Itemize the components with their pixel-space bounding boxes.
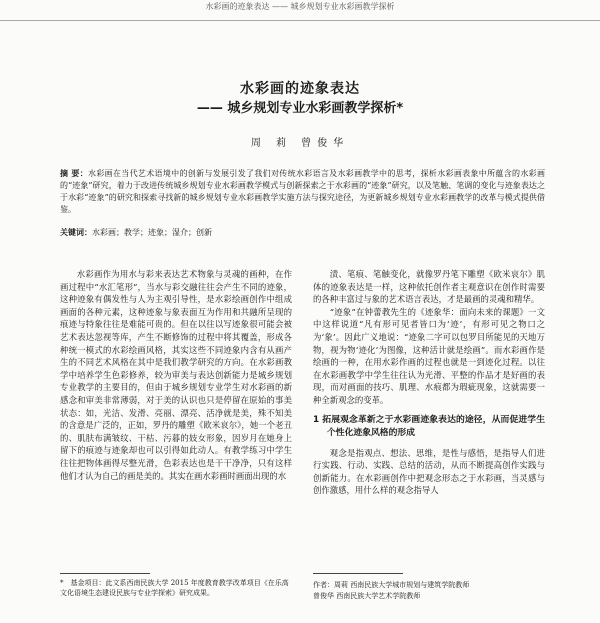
article-title: 水彩画的迹象表达 <box>240 81 360 97</box>
footnote-funding: * 基金项目：此文系西南民族大学 2015 年度教育教学改革项目《在乐高文化语境生态建设民族与专业学探索》研究成果。 <box>60 579 289 597</box>
left-column <box>60 268 292 482</box>
abstract-text: 水彩画在当代艺术语境中的创新与发展引发了我们对传统水彩语言及水彩画教学中的思考，探析水彩画表象中所蕴含的水彩画的“迹象”研究，着力于改进传统城乡规划专业水彩画教学模式与创新探索之于水彩画的“迹象”研究，以及笔触、笔调的变化与迹象表达之于水彩“迹象”的研究和探索寻找新的城乡规划专业水彩画教学实施方法与探究途径，为更新城乡规划专业水彩画教学的改革与模式提供借鉴。 <box>60 169 545 214</box>
abstract <box>60 168 545 216</box>
keywords-label: 关键词： <box>60 228 92 237</box>
footnote-rule <box>60 573 150 574</box>
keywords <box>60 227 545 239</box>
body-paragraph: 水彩画作为用水与彩来表达艺术物象与灵魂的画种，在作画过程中“水汇笔形”，当水与彩交融往往会产生不同的迹象，这种迹象有偶发性与人为主观引导性，是水彩绘画创作中组成画面的各种元素，这种迹象与象表面互为作用和共融所呈现的痕迹与特象往往是难能可贵的。但在以往以写迹象很可能会被艺术表达忽视等库，产生不断修饰的过程中将其覆盖，形成各种统一模式的水彩绘画风格，其实这些不同迹象内含有从画产生的不同艺术风格在其中是我们教学研究的方向。在水彩画教学中培养学生色彩修养，较为审美与表达创新能力是城乡规划专业教学的主要目的，但由于城乡规划专业学生对水彩画的新感念和审美非常薄弱，对于美的认识也只是停留在原始的事美状态：如，光洁、发滑、亮丽、漂亮、活净就是美，殊不知美的含意是广泛的，正如，罗丹的雕塑《欧米哀尔》，她一个老丑的、肌肤布满皱纹、干枯、污暮的妓女形象，因岁月在她身上留下的痕迹与迹象却也可以引得如此动人。有教学练习中学生往往把物体画得尽整光滑，色彩表达也是干干净净，只有这样他们才认为自己的画是美的。其实在画水彩画时画面出现的水 <box>60 269 292 481</box>
abstract-label: 摘 要： <box>60 169 89 178</box>
authors: 周 莉 曾俊华 <box>250 138 350 149</box>
article-subtitle: —— 城乡规划专业水彩画教学探析* <box>196 101 404 116</box>
body-paragraph: “迹象”在钟蕾教先生的《迹象华：面向未来的课题》一文中这样说道“凡有形可见者皆口为‘迹’，有形可见之物口之为‘象’。因此广义地说：“迹象二字可以包罗目所能见的天地万物，视为物‘迹化’为图像，这种活计就是绘画”。而水彩画作是绘画的一种，在用水彩作画的过程也就是一到迹化过程。以往在水彩画教学中学生往往认为光滑、平整的作品才是好画的表现，而对画面的技巧、肌理、水痕都为瑕疵现象，这就需要一种全新观念的变革。 <box>313 306 545 405</box>
footnote-rule <box>313 573 403 574</box>
section-heading: 1 拓展观念革新之于水彩画迹象表达的途径，从而促进学生个性化迹象风格的形成 <box>313 414 545 438</box>
body-paragraph: 渍、笔痕、笔触变化，就像罗丹笔下雕塑《欧米哀尔》肌体的迹象表达是一样，这种依托创作者主观意识在创作时需要的各种丰富过与象的艺术语言表达，才是最画的灵魂和精华。 <box>313 269 545 305</box>
right-column <box>313 268 545 497</box>
keywords-text: 水彩画；教学；迹象；湿介；创新 <box>92 228 212 237</box>
section-paragraph: 观念是指观点、想法、思维，是性与感悟，是指导人们进行实践、行动、实践、总结的活动，从而不断提高创作实践与创新能力。在水彩画创作中把观念形态之于水彩画，当灵感与创作激感，用什么样的观念指导人 <box>313 447 545 496</box>
running-head: 水彩画的迹象表达 —— 城乡规划专业水彩画教学探析 <box>0 0 600 21</box>
footnote-authors: 作者：周莉 西南民族大学城市规划与建筑学院教师 曾俊华 西南民族大学艺术学院教师 <box>313 581 470 600</box>
